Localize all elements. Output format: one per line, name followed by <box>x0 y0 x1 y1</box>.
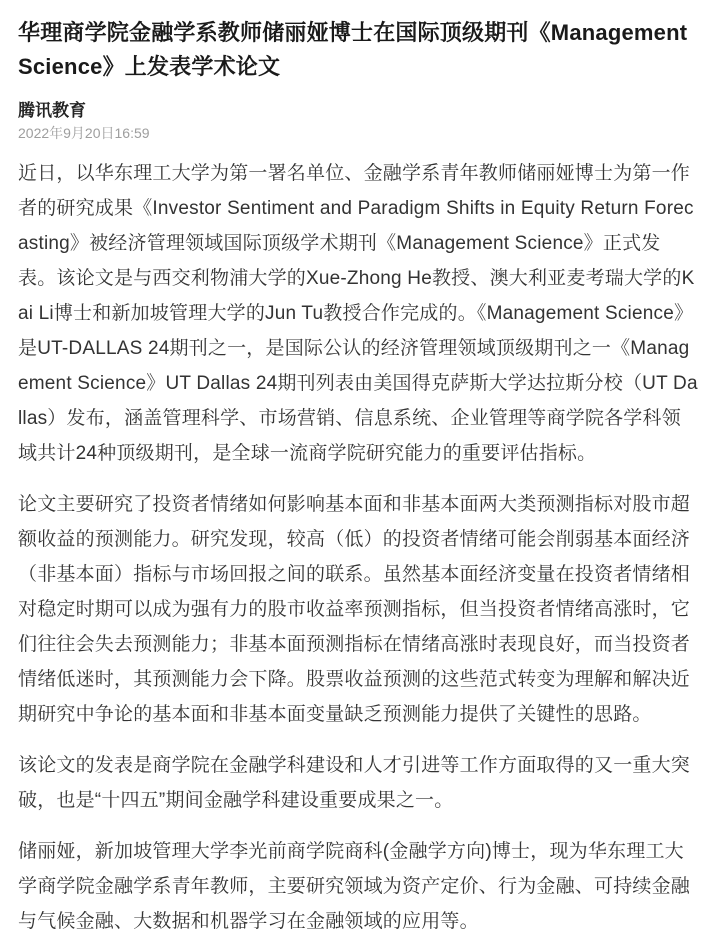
paragraph: 该论文的发表是商学院在金融学科建设和人才引进等工作方面取得的又一重大突破，也是“十四五”期间金融学科建设重要成果之一。 <box>18 755 691 811</box>
publish-date: 2022年9月20日16:59 <box>18 125 150 141</box>
paragraph: 储丽娅，新加坡管理大学李光前商学院商科(金融学方向)博士，现为华东理工大学商学院金融学系青年教师，主要研究领域为资产定价、行为金融、可持续金融与气候金融、大数据和机器学习在金融领域的应用等。 <box>18 841 691 932</box>
paragraph: 论文主要研究了投资者情绪如何影响基本面和非基本面两大类预测指标对股市超额收益的预测能力。研究发现，较高（低）的投资者情绪可能会削弱基本面经济（非基本面）指标与市场回报之间的联系。虽然基本面经济变量在投资者情绪相对稳定时期可以成为强有力的股市收益率预测指标，但当投资者情绪高涨时，它们往往会失去预测能力；非基本面预测指标在情绪高涨时表现良好，而当投资者情绪低迷时，其预测能力会下降。股票收益预测的这些范式转变为理解和解决近期研究中争论的基本面和非基本面变量缺乏预测能力提供了关键性的思路。 <box>18 494 691 725</box>
article-title: 华理商学院金融学系教师储丽娅博士在国际顶级期刊《Management Science》上发表学术论文 <box>18 20 688 79</box>
article-body <box>18 156 698 939</box>
article-meta <box>18 100 698 143</box>
paragraph: 近日，以华东理工大学为第一署名单位、金融学系青年教师储丽娅博士为第一作者的研究成果《Investor Sentiment and Paradigm Shifts in Equity Return Forecasting》被经济管理领域国际顶级学术期刊《Management Science》正式发表。该论文是与西交利物浦大学的Xue-Zhong He教授、澳大利亚麦考瑞大学的Kai Li博士和新加坡管理大学的Jun Tu教授合作完成的。《Management Science》是UT-DALLAS 24期刊之一，是国际公认的经济管理领域顶级期刊之一《Management Science》UT Dallas 24期刊列表由美国得克萨斯大学达拉斯分校（UT Dallas）发布，涵盖管理科学、市场营销、信息系统、企业管理等商学院各学科领域共计24种顶级期刊，是全球一流商学院研究能力的重要评估指标。 <box>18 163 698 464</box>
source-name: 腾讯教育 <box>18 101 86 120</box>
